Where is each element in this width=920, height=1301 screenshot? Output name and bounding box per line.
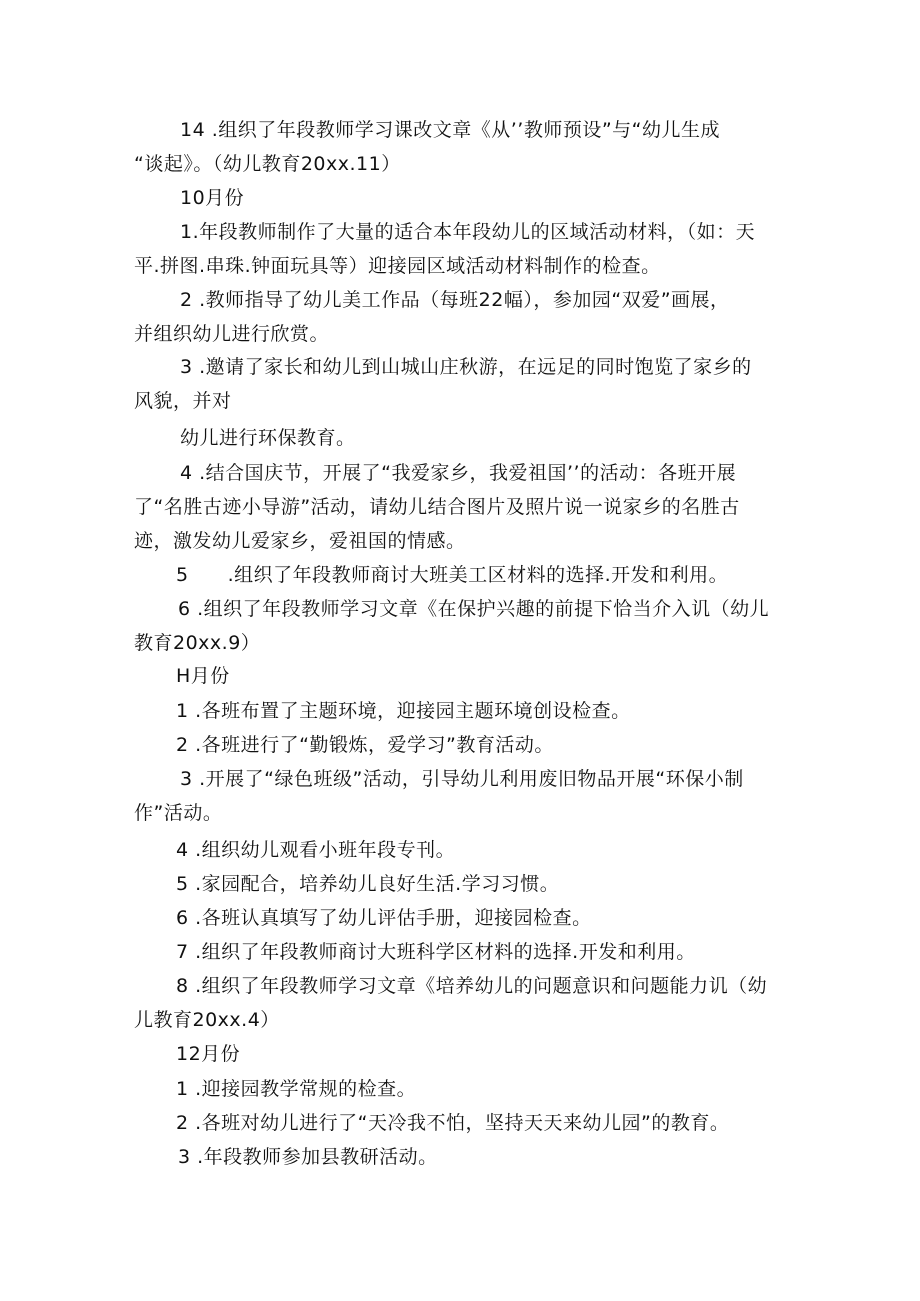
text-line: 平.拼图.串珠.钟面玩具等）迎接园区域活动材料制作的检查。 [134, 255, 661, 277]
text-line: 7 .组织了年段教师商讨大班科学区材料的选择.开发和利用。 [176, 941, 696, 963]
section-heading: 12月份 [176, 1043, 241, 1065]
text-line: 5 .家园配合，培养幼儿良好生活.学习习惯。 [176, 873, 560, 895]
text-line: 1 .迎接园教学常规的检查。 [176, 1078, 417, 1100]
text-line: 6 .各班认真填写了幼儿评估手册，迎接园检查。 [176, 907, 592, 929]
text-line: 2 .教师指导了幼儿美工作品（每班22幅），参加园“双爱”画展， [180, 289, 730, 311]
text-line: 2 .各班进行了“勤锻炼，爱学习”教育活动。 [176, 734, 554, 756]
text-line: 1 .各班布置了主题环境，迎接园主题环境创设检查。 [176, 700, 631, 722]
text-line: 3 .年段教师参加县教研活动。 [178, 1146, 438, 1168]
text-line: 迹，激发幼儿爱家乡，爱祖国的情感。 [134, 530, 466, 552]
text-line: 儿教育20xx.4） [134, 1009, 280, 1031]
section-heading: H月份 [176, 665, 230, 687]
text-line: 14 .组织了年段教师学习课改文章《从’’教师预设”与“幼儿生成 [180, 119, 721, 141]
text-line: 3 .开展了“绿色班级”活动，引导幼儿利用废旧物品开展“环保小制 [180, 768, 744, 790]
text-line: 风貌，并对 [134, 390, 232, 412]
text-line: 4 .组织幼儿观看小班年段专刊。 [176, 839, 456, 861]
text-line: 1.年段教师制作了大量的适合本年段幼儿的区域活动材料，（如：天 [180, 221, 756, 243]
text-line: 并组织幼儿进行欣赏。 [134, 323, 330, 345]
text-line: 5 .组织了年段教师商讨大班美工区材料的选择.开发和利用。 [176, 564, 729, 586]
text-line: 幼儿进行环保教育。 [180, 427, 356, 449]
text-line: “谈起》。（幼儿教育20xx.11） [134, 153, 401, 175]
text-line: 教育20xx.9） [134, 632, 261, 654]
text-line: 作”活动。 [134, 802, 223, 824]
text-line: 6 .组织了年段教师学习文章《在保护兴趣的前提下恰当介入讥（幼儿 [178, 598, 770, 620]
text-line: 2 .各班对幼儿进行了“天冷我不怕，坚持天天来幼儿园”的教育。 [176, 1112, 730, 1134]
section-heading: 10月份 [180, 187, 245, 209]
text-line: 8 .组织了年段教师学习文章《培养幼儿的问题意识和问题能力讥（幼 [176, 975, 768, 997]
text-line: 了“名胜古迹小导游”活动，请幼儿结合图片及照片说一说家乡的名胜古 [134, 496, 740, 518]
text-line: 3 .邀请了家长和幼儿到山城山庄秋游，在远足的同时饱览了家乡的 [180, 356, 752, 378]
text-line: 4 .结合国庆节，开展了“我爱家乡，我爱祖国’’的活动：各班开展 [180, 462, 737, 484]
